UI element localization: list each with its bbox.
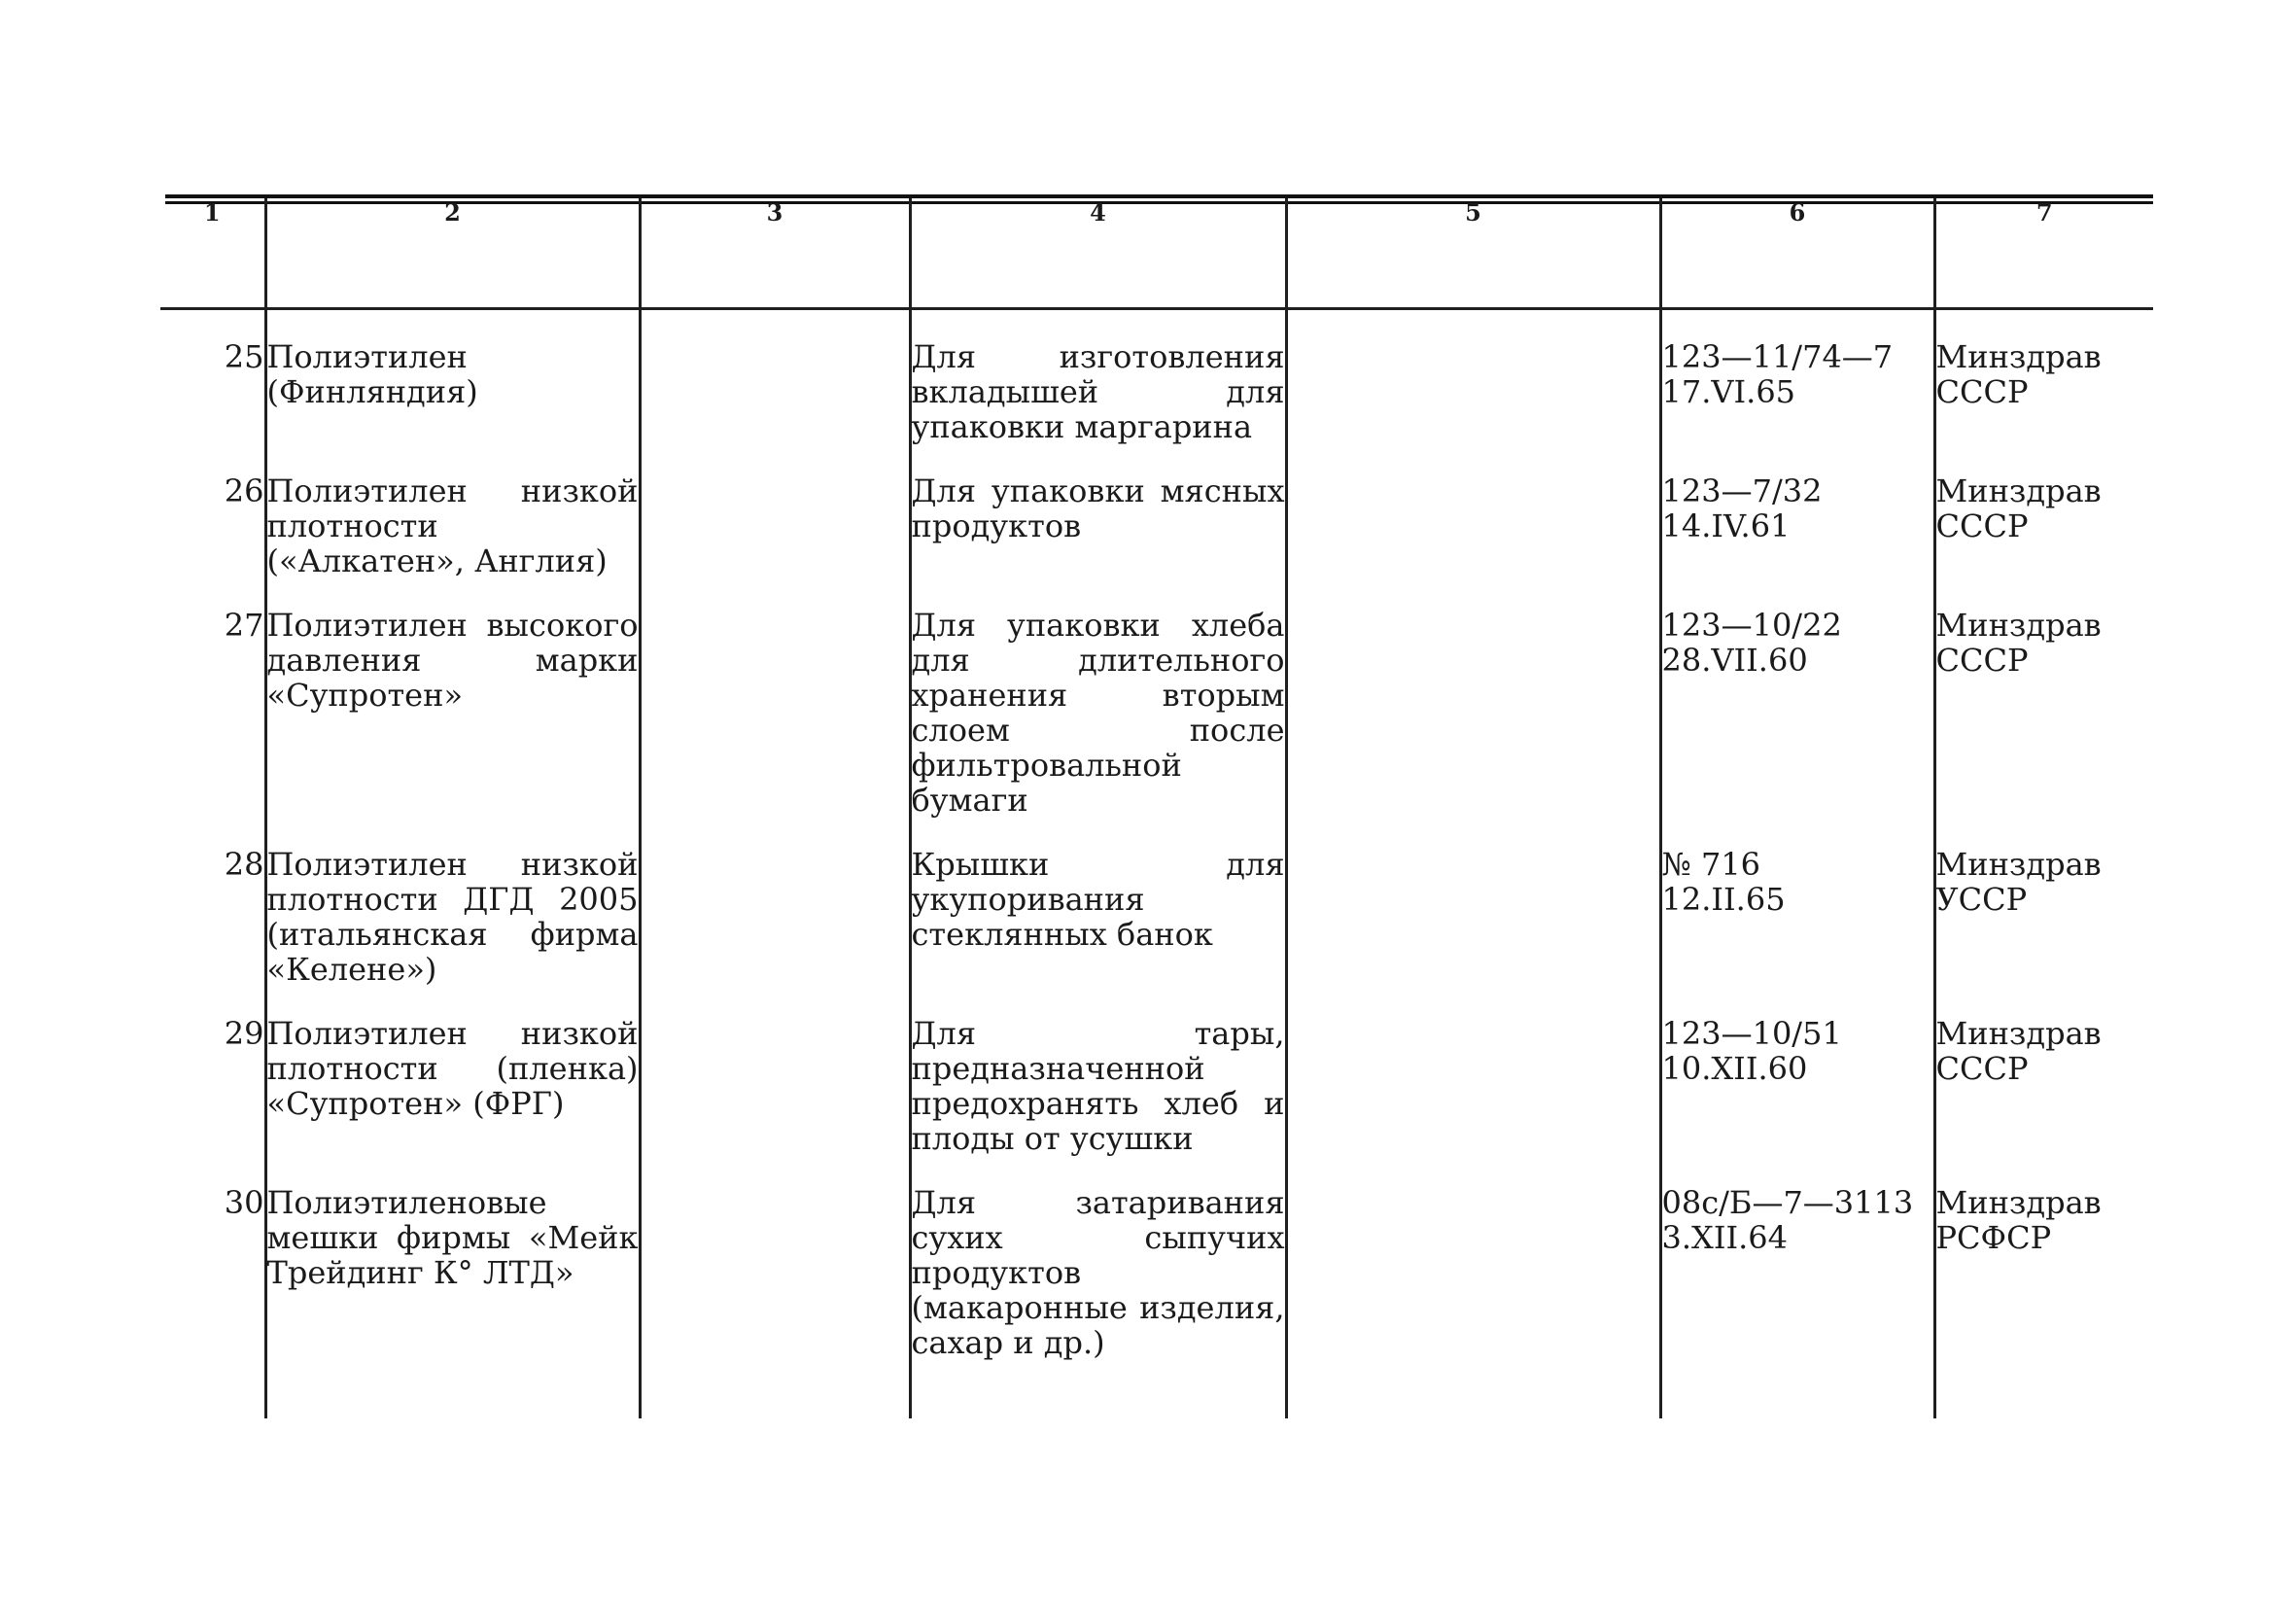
authority-line: СССР xyxy=(1935,1050,2029,1087)
authority-line: СССР xyxy=(1935,642,2029,679)
permit-number: 123—7/32 xyxy=(1661,472,1823,509)
permit-date: 17.VI.65 xyxy=(1661,373,1796,410)
column-header: 1 xyxy=(203,198,221,227)
authority-line: УССР xyxy=(1935,881,2028,918)
permit-date: 12.II.65 xyxy=(1661,881,1786,918)
authority-line: Минздрав xyxy=(1935,846,2102,883)
permit-reference xyxy=(1660,309,1934,445)
row-number: 26 xyxy=(224,472,264,509)
authority-line: Минздрав xyxy=(1935,472,2102,509)
column-header: 3 xyxy=(640,198,910,309)
row-number: 25 xyxy=(224,338,264,375)
material-name: Полиэтилен низкой плотности ДГД 2005 (итальянская фирма «Келене») xyxy=(265,818,640,987)
issuing-authority xyxy=(1934,1156,2153,1360)
permit-reference xyxy=(1660,578,1934,818)
empty-cell xyxy=(1286,444,1660,578)
column-header: 6 xyxy=(1660,198,1934,309)
table-row xyxy=(160,309,2153,445)
purpose-text: Для затаривания сухих сыпучих продуктов (макаронные изделия, сахар и др.) xyxy=(910,1156,1286,1360)
issuing-authority xyxy=(1934,818,2153,987)
authority-line: РСФСР xyxy=(1935,1219,2052,1256)
column-header: 4 xyxy=(910,198,1286,309)
permit-date: 28.VII.60 xyxy=(1661,642,1808,679)
row-number: 28 xyxy=(224,846,264,883)
header-row xyxy=(160,198,2153,309)
material-name: Полиэтиленовые мешки фирмы «Мейк Трейдинг К° ЛТД» xyxy=(265,1156,640,1360)
material-name: Полиэтилен низкой плотности («Алкатен», Англия) xyxy=(265,444,640,578)
authority-line: Минздрав xyxy=(1935,338,2102,375)
permit-reference xyxy=(1660,818,1934,987)
purpose-text: Для тары, предназначенной предохранять хлеб и плоды от усушки xyxy=(910,987,1286,1156)
material-name: Полиэтилен высокого давления марки «Супротен» xyxy=(265,578,640,818)
permit-reference xyxy=(1660,1156,1934,1360)
column-header: 5 xyxy=(1286,198,1660,309)
permit-number: 123—10/22 xyxy=(1661,607,1842,644)
permit-number: № 716 xyxy=(1661,846,1761,883)
authority-line: Минздрав xyxy=(1935,1015,2102,1052)
row-number: 30 xyxy=(224,1184,264,1221)
materials-table xyxy=(160,198,2153,1418)
authority-line: СССР xyxy=(1935,507,2029,544)
issuing-authority xyxy=(1934,309,2153,445)
permit-date: 10.XII.60 xyxy=(1661,1050,1808,1087)
table-row xyxy=(160,1156,2153,1360)
material-name: Полиэтилен низкой плотности (пленка) «Супротен» (ФРГ) xyxy=(265,987,640,1156)
authority-line: СССР xyxy=(1935,373,2029,410)
column-header: 7 xyxy=(1934,198,2153,309)
authority-line: Минздрав xyxy=(1935,1184,2102,1221)
empty-cell xyxy=(1286,1156,1660,1360)
permit-date: 3.XII.64 xyxy=(1661,1219,1788,1256)
empty-cell xyxy=(640,444,910,578)
purpose-text: Для изготовления вкладышей для упаковки маргарина xyxy=(910,309,1286,445)
permit-date: 14.IV.61 xyxy=(1661,507,1791,544)
empty-cell xyxy=(1286,578,1660,818)
empty-cell xyxy=(1286,309,1660,445)
permit-number: 08с/Б—7—3113 xyxy=(1661,1184,1914,1221)
permit-reference xyxy=(1660,987,1934,1156)
empty-cell xyxy=(640,1156,910,1360)
row-number: 27 xyxy=(224,607,264,644)
issuing-authority xyxy=(1934,987,2153,1156)
empty-cell xyxy=(640,818,910,987)
permit-number: 123—10/51 xyxy=(1661,1015,1842,1052)
purpose-text: Для упаковки мясных продуктов xyxy=(910,444,1286,578)
empty-cell xyxy=(640,578,910,818)
permit-reference xyxy=(1660,444,1934,578)
table-row xyxy=(160,818,2153,987)
material-name: Полиэтилен (Финляндия) xyxy=(265,309,640,445)
column-header: 2 xyxy=(265,198,640,309)
permit-number: 123—11/74—7 xyxy=(1661,338,1894,375)
table-bottom-space xyxy=(160,1360,2153,1418)
empty-cell xyxy=(1286,987,1660,1156)
row-number: 29 xyxy=(224,1015,264,1052)
empty-cell xyxy=(640,309,910,445)
empty-cell xyxy=(1286,818,1660,987)
purpose-text: Для упаковки хлеба для длительного хранения вторым слоем после фильтровальной бумаги xyxy=(910,578,1286,818)
purpose-text: Крышки для укупоривания стеклянных банок xyxy=(910,818,1286,987)
issuing-authority xyxy=(1934,578,2153,818)
empty-cell xyxy=(640,987,910,1156)
issuing-authority xyxy=(1934,444,2153,578)
authority-line: Минздрав xyxy=(1935,607,2102,644)
table-row xyxy=(160,578,2153,818)
table-row xyxy=(160,987,2153,1156)
table-row xyxy=(160,444,2153,578)
